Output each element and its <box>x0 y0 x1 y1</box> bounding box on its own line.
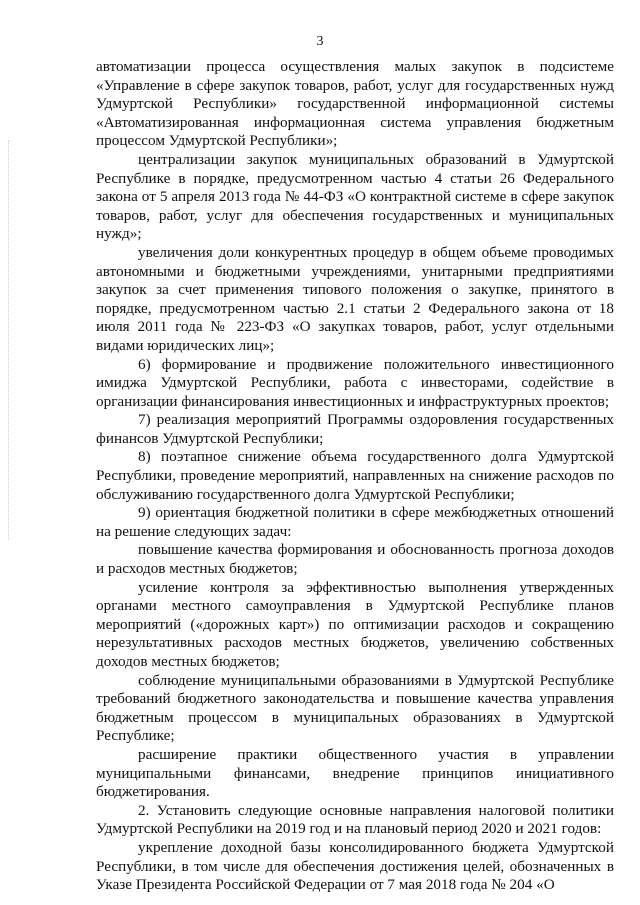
paragraph-centralization: централизации закупок муниципальных образований в Удмуртской Республике в порядке, предусмотренном частью 4 статьи 26 Федерального закона от 5 апреля 2013 года № 44-ФЗ «О контрактной системе в сфере закупок товаров, работ, услуг для обеспечения государственных и муниципальных нужд»; <box>96 150 614 243</box>
paragraph-item-7: 7) реализация мероприятий Программы оздоровления государственных финансов Удмуртской Республики; <box>96 411 614 447</box>
paragraph-forecast-quality: повышение качества формирования и обоснованность прогноза доходов и расходов местных бюджетов; <box>96 541 614 578</box>
paragraph-item-9: 9) ориентация бюджетной политики в сфере межбюджетных отношений на решение следующих задач: <box>96 504 614 540</box>
paragraph-revenue-base: укрепление доходной базы консолидированного бюджета Удмуртской Республики, в том числе для обеспечения достижения целей, обозначенных в Указе Президента Российской Федерации от 7 мая 2018 года № 204 «О <box>96 838 614 894</box>
paragraph-participation: расширение практики общественного участия в управлении муниципальными финансами, внедрение принципов инициативного бюджетирования. <box>96 745 614 801</box>
paragraph-control: усиление контроля за эффективностью выполнения утвержденных органами местного самоуправления в Удмуртской Республике планов мероприятий («дорожных карт») по оптимизации расходов и сокращению нерезультативных расходов местных бюджетов, увеличению собственных доходов местных бюджетов; <box>96 578 614 670</box>
paragraph-competitive-procedures: увеличения доли конкурентных процедур в общем объеме проводимых автономными и бюджетными учреждениями, унитарными предприятиями закупок за счет применения типового положения о закупке, принятого в порядке, предусмотренном частью 2.1 статьи 2 Федерального закона от 18 июля 2011 года № 223-ФЗ «О закупках товаров, работ, услуг отдельными видами юридических лиц»; <box>96 243 614 354</box>
paragraph-item-8: 8) поэтапное снижение объема государственного долга Удмуртской Республики, проведение мероприятий, направленных на снижение расходов по обслуживанию государственного долга Удмуртской Республики; <box>96 448 614 503</box>
page-number: 3 <box>316 34 324 49</box>
paragraph-automation: автоматизации процесса осуществления малых закупок в подсистеме «Управление в сфере закупок товаров, работ, услуг для государственных нужд Удмуртской Республики» государственной информационной системы «Автоматизированная информационная система управления бюджетным процессом Удмуртской Республики»; <box>96 58 614 150</box>
paragraph-section-2: 2. Установить следующие основные направления налоговой политики Удмуртской Республики на 2019 год и на плановый период 2020 и 2021 годов: <box>96 801 614 838</box>
document-body <box>96 58 614 895</box>
scan-margin-artifact <box>8 140 11 540</box>
paragraph-item-6: 6) формирование и продвижение положительного инвестиционного имиджа Удмуртской Республики, работа с инвесторами, содействие в организации финансирования инвестиционных и инфраструктурных проектов; <box>96 355 614 410</box>
paragraph-compliance: соблюдение муниципальными образованиями в Удмуртской Республике требований бюджетного законодательства и повышение качества управления бюджетным процессом в муниципальных образованиях в Удмуртской Республике; <box>96 671 614 745</box>
